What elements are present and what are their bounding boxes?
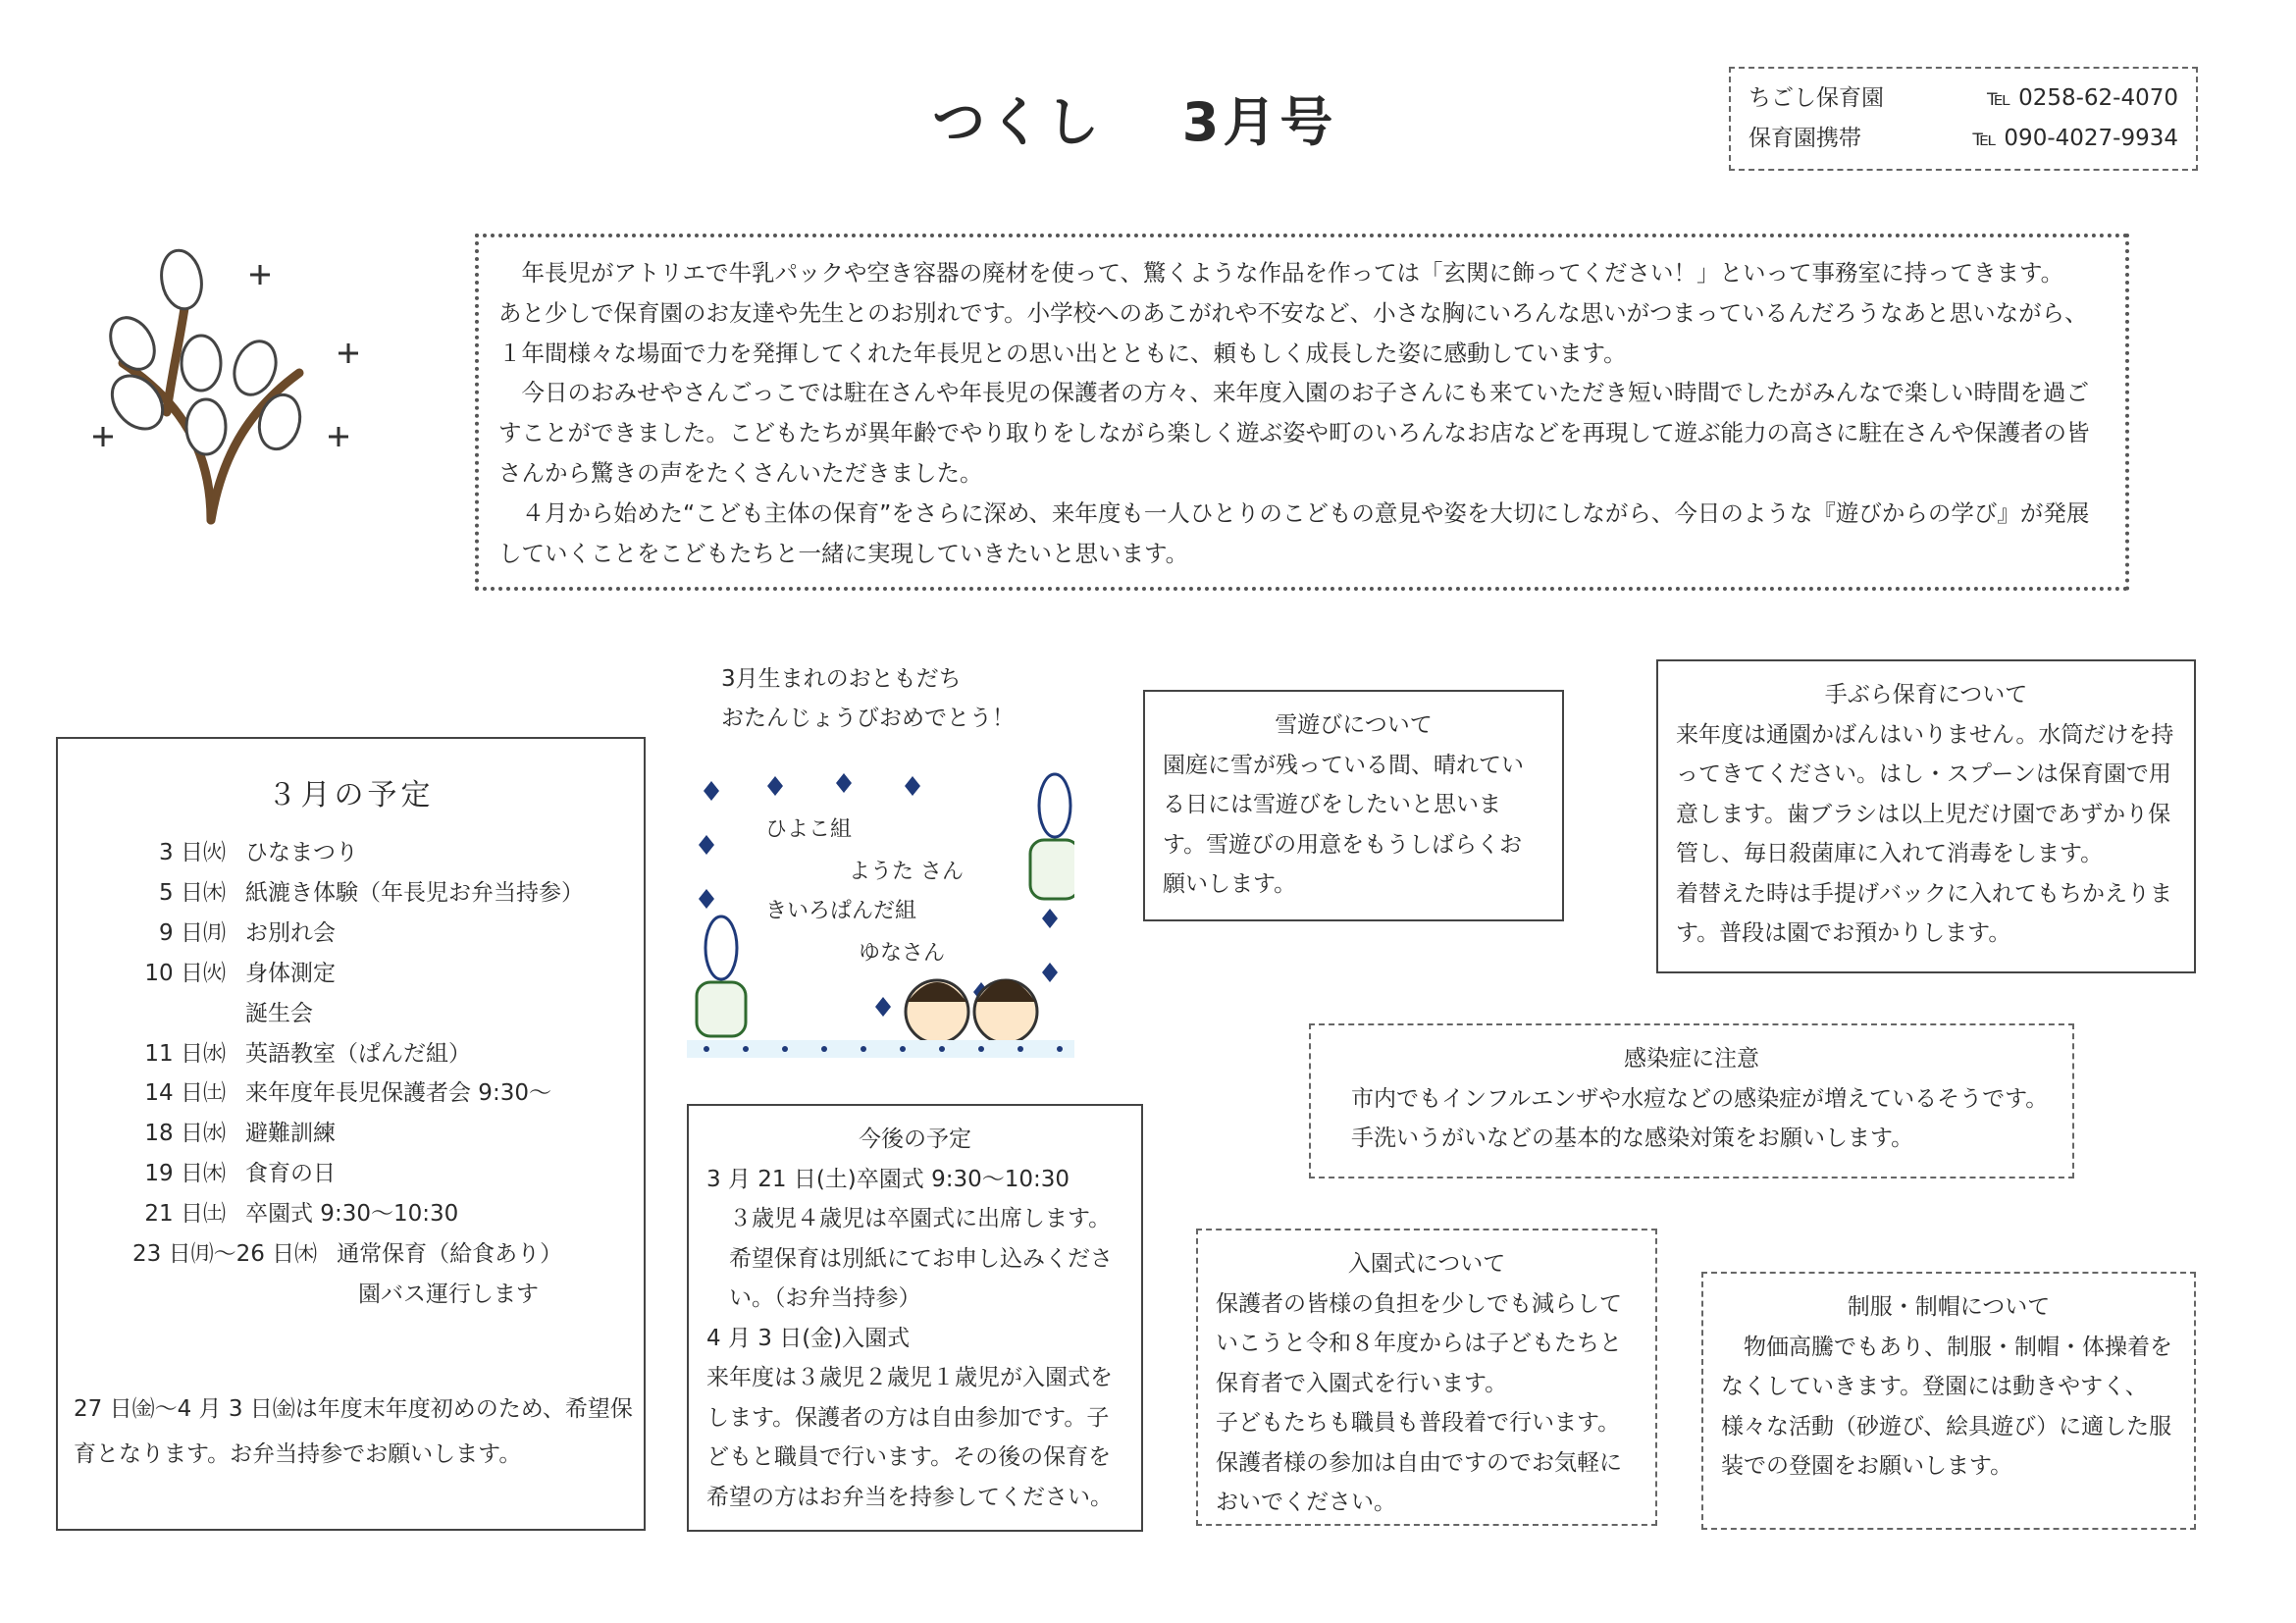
schedule-date: 11 日㈬	[144, 1040, 226, 1067]
schedule-date: 5 日㈭	[159, 879, 226, 906]
tel-label: ℡	[1987, 85, 2011, 111]
schedule-event: 紙漉き体験（年長児お弁当持参）	[245, 879, 584, 906]
contact-name: ちごし保育園	[1748, 85, 1884, 111]
upcoming-line: 希望保育は別紙にてお申し込みください。（お弁当持参）	[729, 1245, 1113, 1311]
contact-tel: 0258-62-4070	[2018, 85, 2178, 111]
schedule-item	[74, 1154, 628, 1194]
upcoming-line: 3 月 21 日(土)卒園式 9:30～10:30	[706, 1166, 1070, 1192]
intro-paragraph: あと少しで保育園のお友達や先生とのお別れです。小学校へのあこがれや不安など、小さな胸にいろんな思いがつまっているんだろうなあと思いながら、１年間様々な場面で力を発揮してくれた年長児との思い出とともに、頼もしく成長した姿に感動しています。	[498, 298, 2088, 367]
schedule-event: 食育の日	[245, 1161, 336, 1187]
schedule-event: 卒園式 9:30～10:30	[245, 1201, 459, 1228]
schedule-event: ひなまつり	[245, 840, 358, 865]
box-body: 着替えた時は手提げバックに入れてもちかえります。普段は園でお預かりします。	[1676, 880, 2172, 946]
schedule-date	[74, 1275, 358, 1315]
schedule-item	[74, 954, 628, 994]
schedule-date	[74, 994, 245, 1034]
schedule-item	[74, 1114, 628, 1154]
entrance-ceremony-box	[1196, 1229, 1657, 1526]
tel-label: ℡	[1972, 126, 1998, 151]
box-body: 子どもたちも職員も普段着で行います。	[1216, 1410, 1621, 1436]
birthday-class: ひよこ組	[765, 817, 853, 842]
birthday-title-line: おたんじょうびおめでとう！	[721, 706, 1015, 731]
intro-paragraph: ４月から始めた“こども主体の保育”をさらに深め、来年度も一人ひとりのこどもの意見や姿を大切にしながら、今日のような『遊びからの学び』が発展していくことをこどもたちと一緒に実現していきたいと思います。	[498, 498, 2090, 567]
uniform-box	[1701, 1272, 2196, 1530]
birthday-class: きいろぱんだ組	[765, 899, 917, 923]
schedule-date: 21 日㈯	[144, 1201, 226, 1228]
schedule-title: ３月の予定	[267, 778, 435, 812]
box-title: 今後の予定	[859, 1126, 971, 1152]
box-title: 入園式について	[1347, 1251, 1506, 1277]
upcoming-line: ３歳児４歳児は卒園式に出席します。	[729, 1206, 1112, 1231]
schedule-event: 通常保育（給食あり）	[337, 1241, 563, 1268]
upcoming-schedule	[687, 1104, 1143, 1532]
infection-box	[1309, 1023, 2074, 1178]
contact-name: 保育園携帯	[1748, 126, 1861, 151]
schedule-event: 身体測定	[245, 960, 336, 986]
box-body: 園庭に雪が残っている間、晴れている日には雪遊びをしたいと思います。雪遊びの用意をもうしばらくお願いします。	[1163, 752, 1524, 897]
upcoming-line: 4 月 3 日(金)入園式	[706, 1325, 911, 1351]
schedule-event: 園バス運行します	[358, 1281, 539, 1307]
schedule-event: お別れ会	[245, 919, 336, 946]
willow-illustration	[64, 216, 388, 530]
schedule-event: 来年度年長児保護者会 9:30～	[245, 1080, 551, 1107]
box-body: 来年度は通園かばんはいりません。水筒だけを持ってきてください。はし・スプーンは保育園で用意します。歯ブラシは以上児だけ園であずかり保管し、毎日殺菌庫に入れて消毒をします。	[1676, 721, 2174, 866]
box-body: 保護者様の参加は自由ですのでお気軽においでください。	[1216, 1449, 1622, 1515]
intro-paragraph: 年長児がアトリエで牛乳パックや空き容器の廃材を使って、驚くような作品を作っては「玄関に飾ってください！」といって事務室に持ってきます。	[521, 259, 2064, 287]
schedule-item	[74, 1234, 628, 1275]
birthday-heading	[721, 659, 1015, 738]
birthday-child-name: ようた さん	[849, 860, 964, 884]
schedule-date: 23 日㈪～26 日㈭	[132, 1241, 318, 1268]
schedule-item	[74, 873, 628, 914]
schedule-event: 英語教室（ぱんだ組）	[245, 1040, 471, 1067]
intro-paragraph: 今日のおみせやさんごっこでは駐在さんや年長児の保護者の方々、来年度入園のお子さんにも来ていただき短い時間でしたがみんなで楽しい時間を過ごすことができました。こどもたちが異年齢でやり取りをしながら楽しく遊ぶ姿や町のいろんなお店などを再現して遊ぶ能力の高さに駐在さんや保護者の皆さんから驚きの声をたくさんいただきました。	[498, 379, 2090, 487]
intro-message	[475, 234, 2129, 591]
box-body: 物価高騰でもあり、制服・制帽・体操着をなくしていきます。登園には動きやすく、様々な活動（砂遊び、絵具遊び）に適した服装での登園をお願いします。	[1721, 1334, 2172, 1479]
birthday-child-name: ゆなさん	[859, 941, 946, 966]
schedule-event: 避難訓練	[245, 1121, 336, 1147]
schedule-note: 27 日㈮～4 月 3 日㈮は年度末年度初めのため、希望保育となります。お弁当持参でお願いします。	[74, 1396, 633, 1467]
birthday-title-line: 3月生まれのおともだち	[721, 666, 962, 692]
schedule-date: 18 日㈬	[144, 1121, 226, 1147]
schedule-item	[74, 1275, 628, 1315]
schedule-item	[74, 994, 628, 1034]
schedule-date: 10 日㈫	[144, 960, 226, 986]
schedule-date: 14 日㈯	[144, 1080, 226, 1107]
schedule-date: 9 日㈪	[159, 919, 226, 946]
newsletter-title: つくし 3月号	[932, 91, 1337, 153]
snow-play-box	[1143, 690, 1564, 921]
schedule-date: 19 日㈭	[144, 1161, 226, 1187]
contact-row	[1748, 79, 2178, 119]
schedule-item	[74, 1073, 628, 1114]
box-title: 制服・制帽について	[1847, 1294, 2051, 1320]
upcoming-line: 来年度は３歳児２歳児１歳児が入園式をします。保護者の方は自由参加です。子どもと職員で行います。その後の保育を希望の方はお弁当を持参してください。	[706, 1365, 1113, 1510]
box-body: 保護者の皆様の負担を少しでも減らしていこうと令和８年度からは子どもたちと保育者で入園式を行います。	[1216, 1290, 1622, 1396]
box-title: 感染症に注意	[1624, 1046, 1759, 1072]
birthday-card	[687, 761, 1074, 1066]
schedule-event: 誕生会	[245, 1000, 313, 1026]
hands-free-box	[1656, 659, 2196, 973]
schedule-item	[74, 1034, 628, 1074]
box-title: 雪遊びについて	[1275, 712, 1433, 738]
box-title: 手ぶら保育について	[1824, 682, 2028, 707]
march-schedule	[56, 737, 646, 1531]
schedule-item	[74, 914, 628, 954]
schedule-item	[74, 1194, 628, 1234]
schedule-item	[74, 833, 628, 873]
contact-row	[1748, 119, 2178, 159]
schedule-date: 3 日㈫	[159, 840, 226, 865]
box-body: 市内でもインフルエンザや水痘などの感染症が増えているそうです。手洗いうがいなどの基本的な感染対策をお願いします。	[1351, 1085, 2049, 1151]
contact-tel: 090-4027-9934	[2004, 126, 2178, 151]
contact-box	[1729, 67, 2198, 171]
